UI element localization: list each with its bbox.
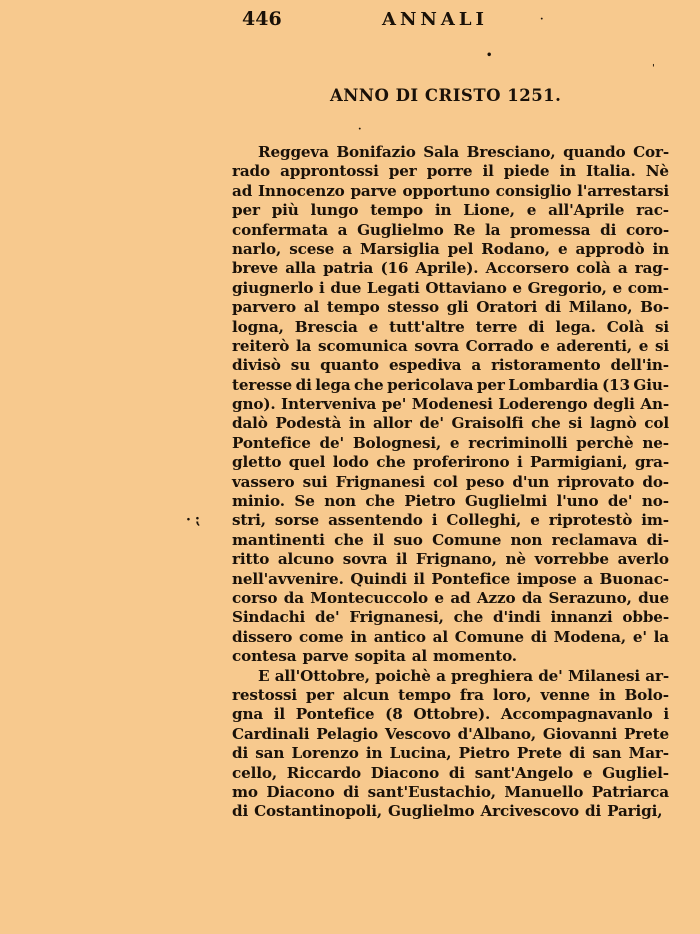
text-line: narlo, scese a Marsiglia pel Rodano, e approdò in [232,239,669,258]
text-line: dalò Podestà in allor de' Graisolfi che si lagnò col [232,414,669,433]
text-line: stri, sorse assentendo i Colleghi, e riprotestò im- [232,511,669,530]
text-line: gno). Interveniva pe' Modenesi Loderengo degli An- [232,395,669,414]
text-line: parvero al tempo stesso gli Oratori di Milano, Bo- [232,298,669,317]
text-line: nell'avvenire. Quindi il Pontefice impose a Buonac- [232,569,669,588]
text-line: corso da Montecuccolo e ad Azzo da Serazuno, due [232,588,669,607]
running-title: ANNALI [382,9,488,30]
text-line: reiterò la scomunica sovra Corrado e aderenti, e si [232,336,669,355]
paragraph [232,667,669,822]
text-line: contesa parve sopita al momento. [232,647,517,666]
print-speck: • [486,50,493,61]
text-line: restossi per alcun tempo fra loro, venne in Bolo- [232,685,669,704]
text-line: mo Diacono di sant'Eustachio, Manuello Patriarca [232,782,669,801]
text-line: ritto alcuno sovra il Frignano, nè vorrebbe averlo [232,550,669,569]
text-line: dissero come in antico al Comune di Modena, e' la [232,627,669,646]
text-line: gna il Pontefice (8 Ottobre). Accompagnavanlo i [232,705,669,724]
text-line: per più lungo tempo in Lione, e all'Aprile rac- [232,201,669,220]
text-line: vassero sui Frignanesi col peso d'un riprovato do- [232,472,669,491]
text-line: breve alla patria (16 Aprile). Accorsero colà a rag- [232,259,669,278]
paragraph [232,143,669,667]
text-line: ad Innocenzo parve opportuno consiglio l'arrestarsi [232,181,669,200]
body-text [232,143,669,822]
text-line: E all'Ottobre, poichè a preghiera de' Milanesi ar- [258,666,669,685]
text-line: divisò su quanto espediva a ristoramento dell'in- [232,356,669,375]
text-line: Cardinali Pelagio Vescovo d'Albano, Giovanni Prete [232,724,669,743]
print-speck: · [540,14,544,25]
text-line: confermata a Guglielmo Re la promessa di coro- [232,220,669,239]
section-heading: ANNO DI CRISTO 1251. [330,86,562,105]
print-speck: ˈ [652,64,655,75]
text-line: mantinenti che il suo Comune non reclamava di- [232,530,669,549]
text-line: Pontefice de' Bolognesi, e recriminolli perchè ne- [232,433,669,452]
text-line: di Costantinopoli, Guglielmo Arcivescovo di Parigi, [232,802,663,821]
print-speck: · [358,124,362,135]
text-line: minio. Se non che Pietro Guglielmi l'uno de' no- [232,492,669,511]
margin-mark: · ⁏ [186,512,201,528]
text-line: giugnerlo i due Legati Ottaviano e Gregorio, e com- [232,278,669,297]
running-head [0,8,700,34]
text-line: logna, Brescia e tutt'altre terre di lega. Colà si [232,317,669,336]
text-line: rado approntossi per porre il piede in Italia. Nè [232,162,669,181]
text-line: di san Lorenzo in Lucina, Pietro Prete di san Mar- [232,744,669,763]
text-line: teresse di lega che pericolava per Lombardia (13 Giu- [232,375,669,394]
text-line: cello, Riccardo Diacono di sant'Angelo e Gugliel- [232,763,669,782]
page-number: 446 [242,8,282,30]
text-line: Reggeva Bonifazio Sala Bresciano, quando Cor- [258,143,669,161]
text-line: gletto quel lodo che proferirono i Parmigiani, gra- [232,453,669,472]
text-line: Sindachi de' Frignanesi, che d'indi innanzi obbe- [232,608,669,627]
